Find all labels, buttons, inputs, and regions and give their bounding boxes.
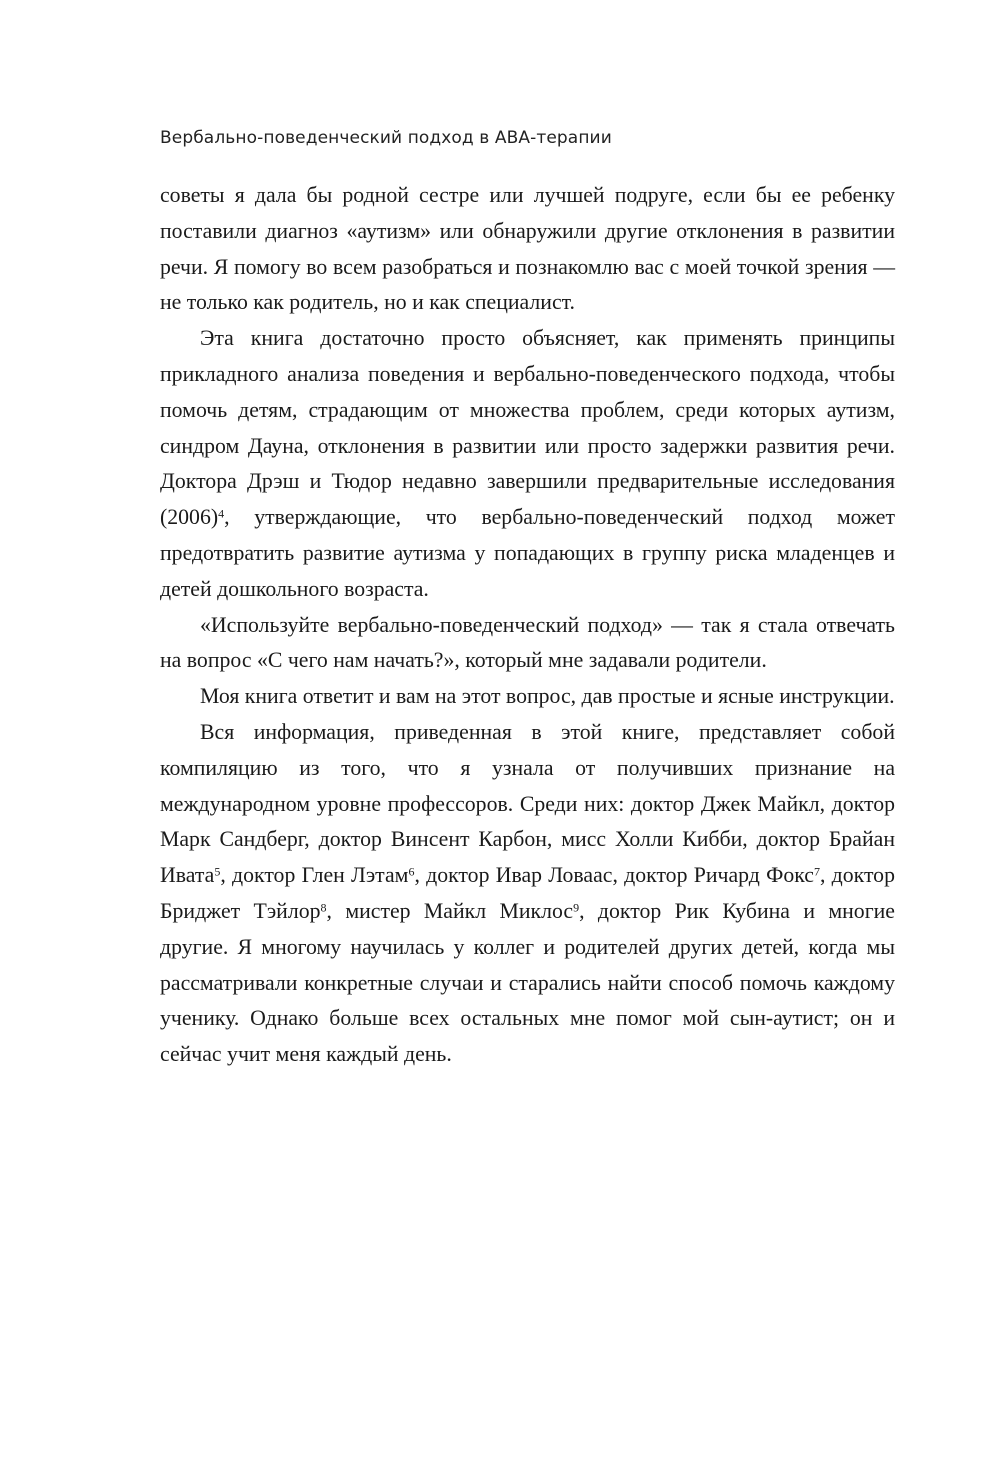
paragraph-5-text-2: , доктор Глен Лэтам bbox=[220, 863, 409, 888]
paragraph-3: «Используйте вербально-поведенческий подход» — так я стала отвечать на вопрос «С чего нам начать?», который мне задавали родители. bbox=[160, 612, 895, 673]
paragraph-5-text-1: Вся информация, приведенная в этой книге, представляет собой компиляцию из того, что я узнала от получивших признание на международном уровне профессоров. Среди них: доктор Джек Майкл, доктор Марк Сандберг, доктор Винсент Карбон, мисс Холли Кибби, доктор Брайан Ивата bbox=[160, 719, 895, 888]
paragraph-5 bbox=[160, 715, 895, 1073]
paragraph-1: советы я дала бы родной сестре или лучшей подруге, если бы ее ребенку поставили диагноз «аутизм» или обнаружили другие отклонения в развитии речи. Я помогу во всем разобраться и познакомлю вас с моей точкой зрения — не только как родитель, но и как специалист. bbox=[160, 183, 895, 315]
paragraph-5-text-5: , мистер Майкл Миклос bbox=[326, 898, 574, 923]
paragraph-5-text-4: , доктор Бриджет Тэйлор bbox=[160, 863, 895, 923]
paragraph-5-text-3: , доктор Ивар Ловаас, доктор Ричард Фокс bbox=[414, 863, 814, 888]
paragraph-5-text-6: , доктор Рик Кубина и многие другие. Я многому научилась у коллег и родителей других детей, когда мы рассматривали конкретные случаи и старались найти способ помочь каждому ученику. Однако больше всех остальных мне помог мой сын-аутист; он и сейчас учит меня каждый день. bbox=[160, 898, 895, 1067]
paragraph-2-text-b: , утверждающие, что вербально-поведенческий подход может предотвратить развитие аутизма у попадающих в группу риска младенцев и детей дошкольного возраста. bbox=[160, 505, 895, 601]
footnote-ref-8[interactable]: 8 bbox=[320, 900, 327, 915]
footnote-ref-4[interactable]: 4 bbox=[218, 506, 225, 521]
body-text bbox=[160, 178, 895, 1073]
footnote-ref-6[interactable]: 6 bbox=[408, 864, 415, 879]
footnote-ref-5[interactable]: 5 bbox=[214, 864, 221, 879]
paragraph-2 bbox=[160, 321, 895, 607]
footnote-ref-7[interactable]: 7 bbox=[813, 864, 820, 879]
paragraph-2-text-a: Эта книга достаточно просто объясняет, как применять принципы прикладного анализа поведения и вербально-поведенческого подхода, чтобы помочь детям, страдающим от множества проблем, среди которых аутизм, синдром Дауна, отклонения в развитии или просто задержки развития речи. Доктора Дрэш и Тюдор недавно завершили предварительные исследования (2006) bbox=[160, 326, 895, 530]
running-header: Вербально-поведенческий подход в АВА-терапии bbox=[160, 128, 612, 148]
paragraph-4: Моя книга ответит и вам на этот вопрос, дав простые и ясные инструкции. bbox=[200, 684, 895, 709]
footnote-ref-9[interactable]: 9 bbox=[573, 900, 580, 915]
